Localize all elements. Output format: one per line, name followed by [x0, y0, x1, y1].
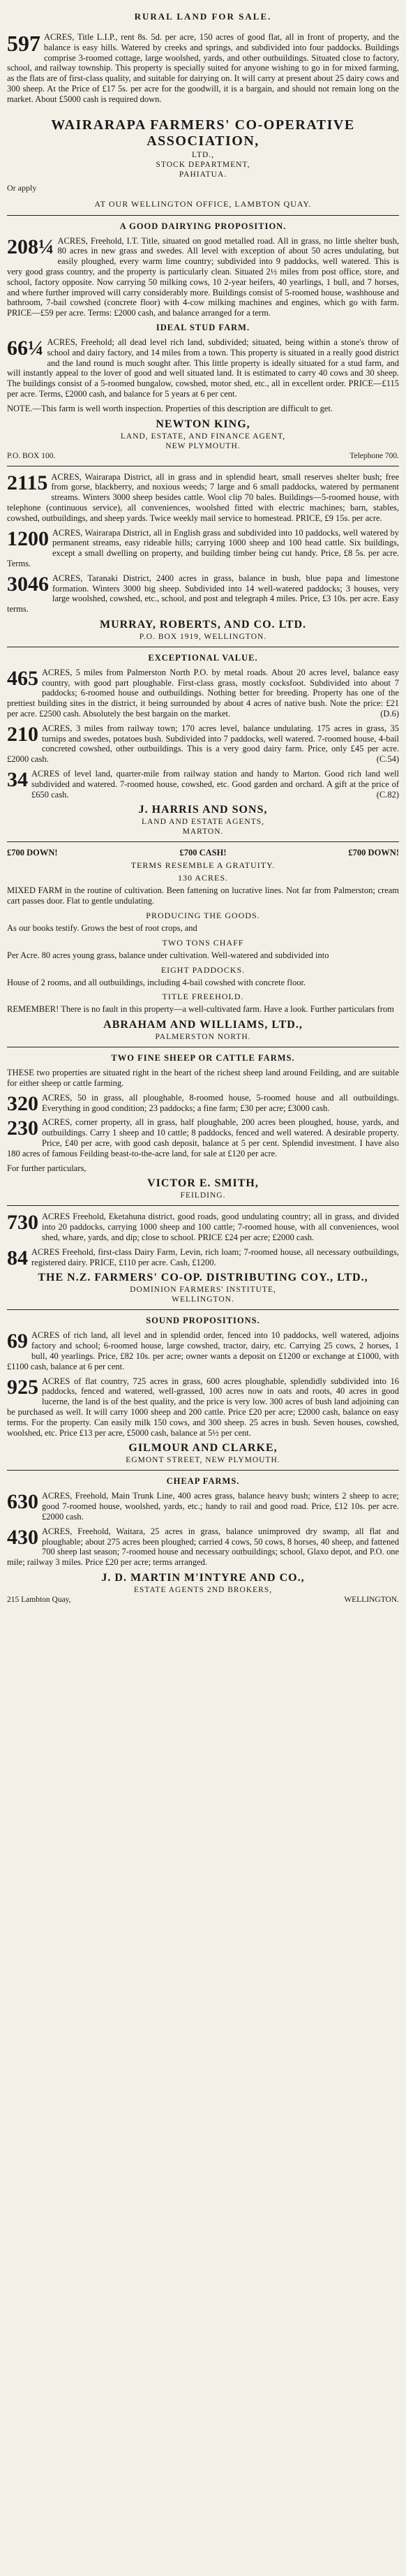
contact-row [7, 452, 399, 460]
listing-465-acres [7, 668, 399, 719]
agent-ltd: LTD., [191, 150, 215, 159]
acreage-number: 69 [7, 1330, 28, 1353]
listing-text: ACRES, Freehold, Main Trunk Line, 400 acres grass, balance heavy bush; winters 2 sheep to acre; good 7-roomed house, woolshed, yards, etc.; handy to rail and good road. Price, £12 10s. per acre. £2000 cash. [42, 1491, 399, 1522]
listing-text: ACRES, corner property, all in grass, half ploughable, 200 acres been ploughed, house, yards, and outbuildings. Carry 1 sheep and 10 cattle; 8 paddocks, fenced and well watered. A desirable property. Price, £40 per acre, with good cash deposit, balance at 5 per cent. Splendid investment. I have also 180 acres of famous Feilding beast-to-the-acre land, for sale at £120 per acre. [7, 1117, 399, 1158]
listing-text: ACRES of flat country, 725 acres in grass, 600 acres ploughable, splendidly subdivided into 16 paddocks, fenced and watered, well-grassed, 100 acres now in oats and roots, 40 acres in good lucerne, the land is of the best quality, and the price is very low. 300 acres of bush land adjoining can be purchased as well. It will carry 1000 sheep and 200 cattle. Price £20 per acre; £2000 cash, balance on easy terms. For the property. Can easily milk 150 cows, and 300 sheep. 25 acres in bush. Seven houses, cowshed, woolshed, etc. Price £13 per acre, £5000 cash, balance at 5½ per cent. [7, 1376, 399, 1438]
cash-mid: £700 CASH! [179, 848, 227, 858]
po-box: P.O. BOX 100. [7, 451, 56, 460]
cash-banner [7, 848, 399, 858]
divider [7, 1470, 399, 1471]
agent-name: NEWTON KING, [156, 418, 250, 430]
acreage-number: 925 [7, 1375, 38, 1399]
listing-730-acres [7, 1212, 399, 1242]
agent-desc: LAND AND ESTATE AGENTS, [141, 818, 265, 827]
address-left: 215 Lambton Quay, [7, 1595, 71, 1604]
acreage-number: 597 [7, 31, 40, 56]
acreage-number: 230 [7, 1117, 38, 1140]
section-title: EXCEPTIONAL VALUE. [148, 652, 258, 663]
agent-name: THE N.Z. FARMERS' CO-OP. DISTRIBUTING COY., LTD., [38, 1272, 368, 1284]
section-title: A GOOD DAIRYING PROPOSITION. [119, 221, 287, 231]
divider [7, 1205, 399, 1206]
books-text: As our books testify. Grows the best of root crops, and [7, 923, 197, 934]
listing-text: ACRES, Taranaki District, 2400 acres in grass, balance in bush, blue papa and limestone formation. Winters 3000 big sheep. Subdivided into 14 well-watered paddocks; 3 houses, very large woolshed, cowshed, etc., school, and post and telegraph 4 miles. Price, £3 10s. per acre. Easy terms. [7, 573, 399, 614]
listing-price: PRICE—£59 per acre. Terms: £2000 cash, and balance arranged for a term. [7, 308, 271, 318]
listing-text: ACRES, Title L.I.P., rent 8s. 5d. per acre, 150 acres of good flat, all in front of property, and the balance is easy hills. Watered by creeks and springs, and subdivided into four paddocks. Buildings comprise 3-roomed cottage, large woolshed, yards, and other outbuildings. Situated close to factory, school, and railway township. This property is specially suited for anyone wishing to go in for mixed farming, as the flats are of first-class quality, and suitable for dairying on. It will carry at present about 25 dairy cows and 300 sheep. At the Price of £17 5s. per acre for the goodwill, it is a bargain, and should not remain long on the market. About £5000 cash is required down. [7, 32, 399, 104]
agent-name: VICTOR E. SMITH, [147, 1177, 259, 1190]
listing-text: ACRES, Freehold, I.T. Title, situated on good metalled road. All in grass, no little shelter bush, 80 acres in new grass and swedes. All level with exception of about 50 acres undulating, but easily ploughed, every warm lime country; subdivided into 9 paddocks, well watered. This is very good grass country, and the property is particularly clean. Situated 2½ miles from post office, store, and school, factory opposite. Now carrying 50 milking cows, 10 2-year heifers, 40 yearlings, 1 bull, and 7 horses, and where further improved will carry considerably more. Buildings consist of 5-roomed house, washhouse and bathroom, 7-bail cowshed (concrete floor) with 4-cow milking machines and engines, which go with farm. [7, 235, 399, 308]
acreage-number: 208¼ [7, 235, 54, 258]
gratuity-line: TERMS RESEMBLE A GRATUITY. [130, 860, 276, 871]
acreage-number: 2115 [7, 471, 48, 494]
listing-925-acres [7, 1376, 399, 1438]
section-title: CHEAP FARMS. [166, 1476, 240, 1487]
listing-ref: (D.6) [380, 709, 399, 719]
or-apply-label: Or apply [7, 182, 37, 193]
agent-name: WAIRARAPA FARMERS' CO-OPERATIVE ASSOCIATION, [51, 117, 355, 149]
listing-597-acres [7, 32, 399, 105]
agent-address: EGMONT STREET, NEW PLYMOUTH. [126, 1456, 280, 1465]
agent-name: MURRAY, ROBERTS, AND CO. LTD. [99, 618, 307, 631]
note: NOTE.—This farm is well worth inspection. Properties of this description are difficult to get. [7, 403, 333, 413]
agent-name: J. D. MARTIN M'INTYRE AND CO., [101, 1571, 305, 1584]
title-line: TITLE FREEHOLD. [162, 992, 244, 1002]
agent-town: FEILDING. [180, 1191, 226, 1200]
divider [7, 1309, 399, 1310]
agent-name: J. HARRIS AND SONS, [138, 804, 268, 816]
acreage-number: 320 [7, 1091, 38, 1115]
listing-text: ACRES, 50 in grass, all ploughable, 8-roomed house, 5-roomed house and all outbuildings. Everything in good condition; 23 paddocks; a fine farm; £30 per acre; £3000 cash. [42, 1092, 399, 1113]
agent-town: WELLINGTON. [172, 1295, 234, 1304]
listing-320-acres [7, 1093, 399, 1114]
telephone: Telephone 700. [349, 451, 399, 460]
listing-ref: (C.82) [376, 789, 399, 800]
newspaper-page [7, 0, 399, 1604]
acreage-number: 84 [7, 1246, 28, 1269]
per-acre-text: Per Acre. 80 acres young grass, balance under cultivation. Well-watered and subdivided into [7, 950, 329, 960]
agent-town: PAHIATUA. [179, 170, 227, 179]
listing-1200-acres [7, 528, 399, 569]
acreage-number: 66¼ [7, 336, 44, 360]
cash-left: £700 DOWN! [7, 848, 58, 858]
listing-34-acres [7, 769, 399, 800]
page-heading: RURAL LAND FOR SALE. [134, 11, 272, 22]
listing-text: ACRES, Wairarapa District, all in grass and in splendid heart, small reserves shelter bush; free from gorse, blackberry, and noxious weeds; 7 large and 6 small paddocks, watered by permanent streams. Winters 3000 sheep besides cattle. Wool clip 70 bales. Buildings—5-roomed house, with telephone (continuous service), all conveniences, woolshed fitted with electric machines; barn, stables, cowshed, outbuildings, and sheep yards. Twice weekly mail service to homestead. PRICE, £9 15s. per acre. [7, 471, 399, 523]
agent-name: GILMOUR AND CLARKE, [128, 1442, 278, 1455]
intro-text: THESE two properties are situated right in the heart of the richest sheep land around Feilding, and are suitable for either sheep or cattle farming. [7, 1068, 399, 1089]
agent-box: P.O. BOX 1919, WELLINGTON. [139, 632, 267, 641]
listing-text: ACRES, 3 miles from railway town; 170 acres level, balance undulating. 175 acres in grass, 35 turnips and swedes, potatoes bush. Subdivided into 7 paddocks, well watered. 7-roomed house, 4-bail concreted cowshed, other outbuildings. This is a very good dairy farm. Price, only £45 per acre. £2000 cash. [7, 723, 399, 765]
listing-84-acres [7, 1247, 399, 1268]
further-text: For further particulars, [7, 1163, 87, 1173]
divider [7, 841, 399, 842]
cash-right: £700 DOWN! [348, 848, 399, 858]
producing-line: PRODUCING THE GOODS. [146, 911, 260, 921]
divider [7, 215, 399, 216]
agent-town: MARTON. [182, 827, 224, 837]
remember-text: REMEMBER! There is no fault in this property—a well-cultivated farm. Have a look. Further particulars from [7, 1004, 394, 1015]
acreage-number: 210 [7, 722, 38, 746]
listing-text: ACRES Freehold, Eketahuna district, good roads, good undulating country; all in grass, and divided into 20 paddocks, carrying 1000 sheep and 100 cattle; 7-roomed house, with all conveniences, wool shed, whare, yards, and dip; close to school. PRICE £24 per acre; £2000 cash. [42, 1212, 399, 1242]
acreage-number: 34 [7, 768, 28, 792]
address-row [7, 1596, 399, 1604]
listing-208-acres [7, 236, 399, 318]
listing-2115-acres [7, 472, 399, 524]
eight-paddocks-line: EIGHT PADDOCKS. [160, 964, 246, 975]
section-title: TWO FINE SHEEP OR CATTLE FARMS. [111, 1053, 295, 1063]
listing-text: ACRES of rich land, all level and in splendid order, fenced into 10 paddocks, well watered, adjoins factory and school; 6-roomed house, large cowshed, tractor, dairy, etc. Carrying 25 cows, 2 horses, 1 bull, 40 yearlings. Price, £82 10s. per acre; owner wants a deposit on £1200 or exchange at £1000, with £1100 cash, balance at 6 per cent. [7, 1330, 399, 1371]
section-title: SOUND PROPOSITIONS. [146, 1316, 260, 1326]
house-text: House of 2 rooms, and all outbuildings, including 4-bail cowshed with concrete floor. [7, 977, 306, 987]
listing-text: ACRES, Freehold; all dead level rich land, subdivided; situated, being within a stone's throw of school and dairy factory, and 14 miles from a town. This property is situated in a really good district and the land round is much sought after. This little property is ideally situated for a stud farm, and will instantly appeal to the lover of good and well situated land. It is estimated to carry 40 cows and 30 sheep. The buildings consist of a 5-roomed bungalow, cowshed, motor shed, etc., all in excellent order. PRICE—£115 per acre. Terms, £2000 cash, and balance for 5 years at 6 per cent. [7, 337, 399, 399]
agent-office: AT OUR WELLINGTON OFFICE, LAMBTON QUAY. [94, 198, 312, 209]
agent-desc: ESTATE AGENTS 2ND BROKERS, [133, 1585, 273, 1594]
acreage-number: 430 [7, 1525, 38, 1549]
acreage-number: 730 [7, 1211, 38, 1235]
acreage-line: 130 ACRES. [177, 873, 228, 883]
agent-desc: DOMINION FARMERS' INSTITUTE, [130, 1286, 276, 1295]
listing-text: ACRES of level land, quarter-mile from railway station and handy to Marton. Good rich land well subdivided and watered. 7-roomed house, cowshed, etc. Good garden and orchard. A gift at the price of £650 cash. [31, 769, 399, 800]
listing-66-acres [7, 337, 399, 399]
apply-row [7, 183, 399, 197]
agent-name: ABRAHAM AND WILLIAMS, LTD., [103, 1019, 303, 1031]
agent-town: PALMERSTON NORTH. [155, 1033, 251, 1042]
listing-text: ACRES, Freehold, Waitara, 25 acres in grass, balance unimproved dry swamp, all flat and ploughable; about 275 acres been ploughed; carried 4 cows, 50 cows, 8 horses, 40 sheep, and fattened 700 sheep last season; 7-roomed house and necessary outbuildings; school, Glaxo depot, and P.O. one mile; railway 3 miles. Price £20 per acre; terms arranged. [7, 1526, 399, 1568]
two-tons-line: TWO TONS CHAFF [162, 937, 244, 948]
listing-ref: (C.54) [376, 754, 399, 765]
listing-text: ACRES, 5 miles from Palmerston North P.O. by metal roads. About 20 acres level, balance easy country, with good part ploughable. First-class grass, mostly cocksfoot. Subdivided into about 7 paddocks; 6-roomed house and outbuildings. Nothing better for breeding. Property has one of the prettiest building sites in the district, it being surrounded by about 4 acres of native bush. Note the price: £21 per acre. £2500 cash. Absolutely the best bargain on the market. [7, 667, 399, 719]
listing-text: ACRES Freehold, first-class Dairy Farm, Levin, rich loam; 7-roomed house, all necessary outbuildings, registered dairy. PRICE, £110 per acre. Cash, £1200. [31, 1246, 399, 1267]
agent-dept: STOCK DEPARTMENT, [156, 160, 250, 169]
mixed-farm-text: MIXED FARM in the routine of cultivation. Been fattening on lucrative lines. Not far from Palmerston; cream cart passes door. Flat to gentle undulating. [7, 885, 399, 906]
address-right: WELLINGTON. [344, 1595, 399, 1604]
listing-230-acres [7, 1117, 399, 1158]
acreage-number: 1200 [7, 527, 49, 550]
section-title: IDEAL STUD FARM. [156, 322, 250, 332]
listing-430-acres [7, 1526, 399, 1568]
acreage-number: 3046 [7, 572, 49, 596]
agent-desc: LAND, ESTATE, AND FINANCE AGENT, [120, 432, 286, 441]
acreage-number: 630 [7, 1490, 38, 1514]
listing-69-acres [7, 1330, 399, 1371]
acreage-number: 465 [7, 666, 38, 690]
listing-text: ACRES, Wairarapa District, all in English grass and subdivided into 10 paddocks, well watered by permanent streams, easy rideable hills; carrying 1000 sheep and 100 head cattle. Six buildings, except a small dwelling on property, and building timber being cut handy. Price, £8 5s. per acre. Terms. [7, 527, 399, 568]
listing-3046-acres [7, 573, 399, 614]
listing-210-acres [7, 723, 399, 765]
listing-630-acres [7, 1491, 399, 1522]
agent-town: NEW PLYMOUTH. [165, 441, 241, 450]
